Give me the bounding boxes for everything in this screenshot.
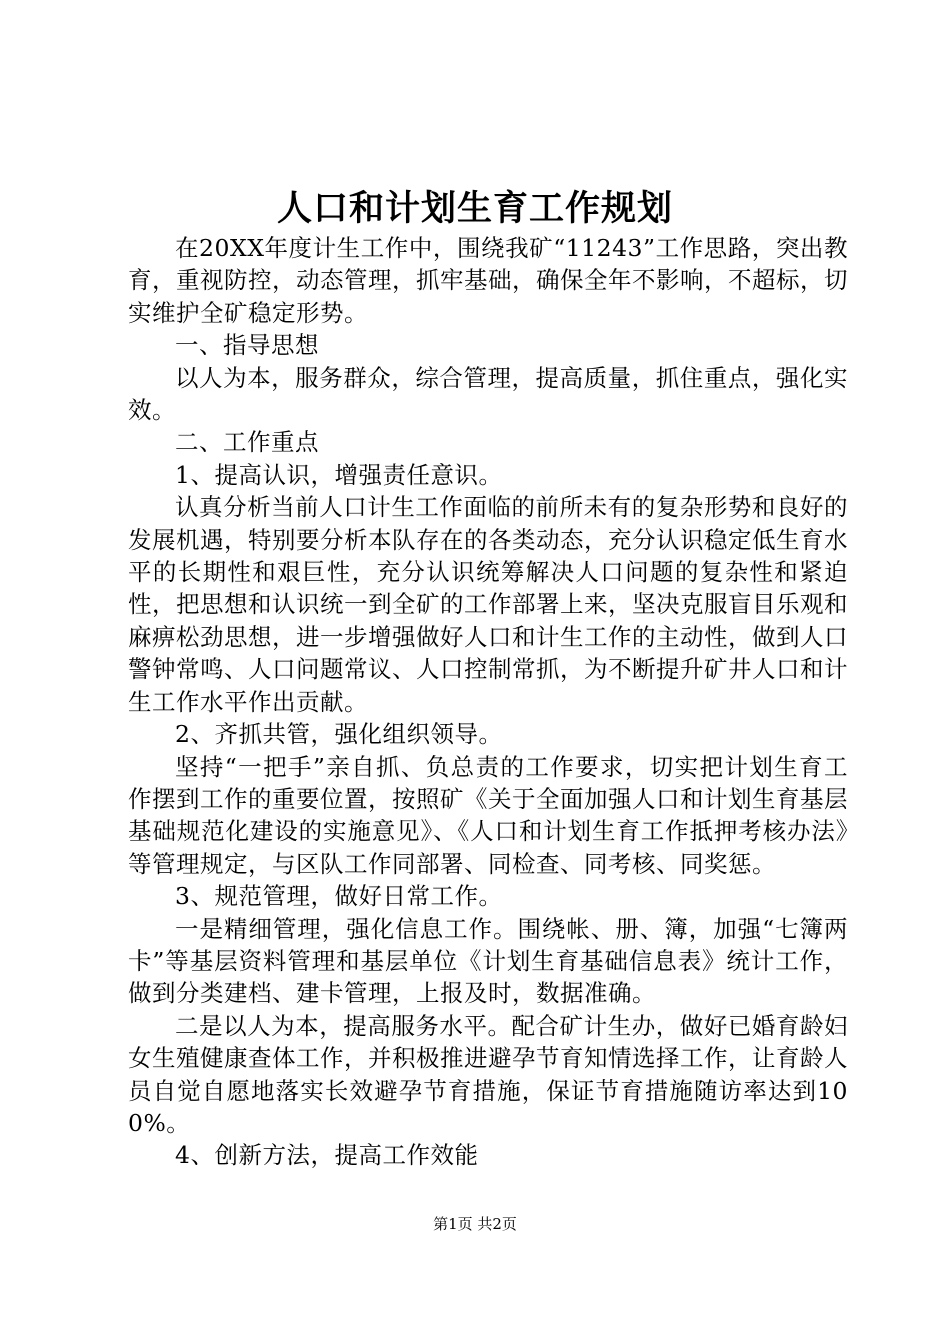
paragraph-intro: 在20XX年度计生工作中，围绕我矿“11243”工作思路，突出教育，重视防控，动态管理，抓牢基础，确保全年不影响，不超标，切实维护全矿稳定形势。 xyxy=(128,234,848,327)
subheading-management: 3、规范管理，做好日常工作。 xyxy=(175,882,503,911)
paragraph-management-1: 一是精细管理，强化信息工作。围绕帐、册、簿，加强“七簿两卡”等基层资料管理和基层单位《计划生育基础信息表》统计工作，做到分类建档、建卡管理，上报及时，数据准确。 xyxy=(128,914,848,1008)
document-body xyxy=(128,232,848,1172)
page-number-footer: 第1页 共2页 xyxy=(433,1215,517,1233)
heading-guiding-ideology: 一、指导思想 xyxy=(175,331,319,360)
paragraph-awareness: 认真分析当前人口计生工作面临的前所未有的复杂形势和良好的发展机遇，特别要分析本队存在的各类动态，充分认识稳定低生育水平的长期性和艰巨性，充分认识统筹解决人口问题的复杂性和紧迫性，把思想和认识统一到全矿的工作部署上来，坚决克服盲目乐观和麻痹松劲思想，进一步增强做好人口和计生工作的主动性，做到人口警钟常鸣、人口问题常议、人口控制常抓，为不断提升矿井人口和计生工作水平作出贡献。 xyxy=(128,493,848,716)
paragraph-leadership: 坚持“一把手”亲自抓、负总责的工作要求，切实把计划生育工作摆到工作的重要位置，按照矿《关于全面加强人口和计划生育基层基础规范化建设的实施意见》、《人口和计划生育工作抵押考核办法》等管理规定，与区队工作同部署、同检查、同考核、同奖惩。 xyxy=(128,752,848,878)
paragraph-guiding-ideology: 以人为本，服务群众，综合管理，提高质量，抓住重点，强化实效。 xyxy=(128,363,848,425)
subheading-leadership: 2、齐抓共管，强化组织领导。 xyxy=(175,720,503,749)
heading-work-focus: 二、工作重点 xyxy=(175,428,319,457)
paragraph-management-2: 二是以人为本，提高服务水平。配合矿计生办，做好已婚育龄妇女生殖健康查体工作，并积极推进避孕节育知情选择工作，让育龄人员自觉自愿地落实长效避孕节育措施，保证节育措施随访率达到100%。 xyxy=(128,1011,848,1137)
document-title: 人口和计划生育工作规划 xyxy=(276,188,673,229)
subheading-innovation: 4、创新方法，提高工作效能 xyxy=(175,1141,479,1170)
subheading-awareness: 1、提高认识，增强责任意识。 xyxy=(175,460,503,489)
